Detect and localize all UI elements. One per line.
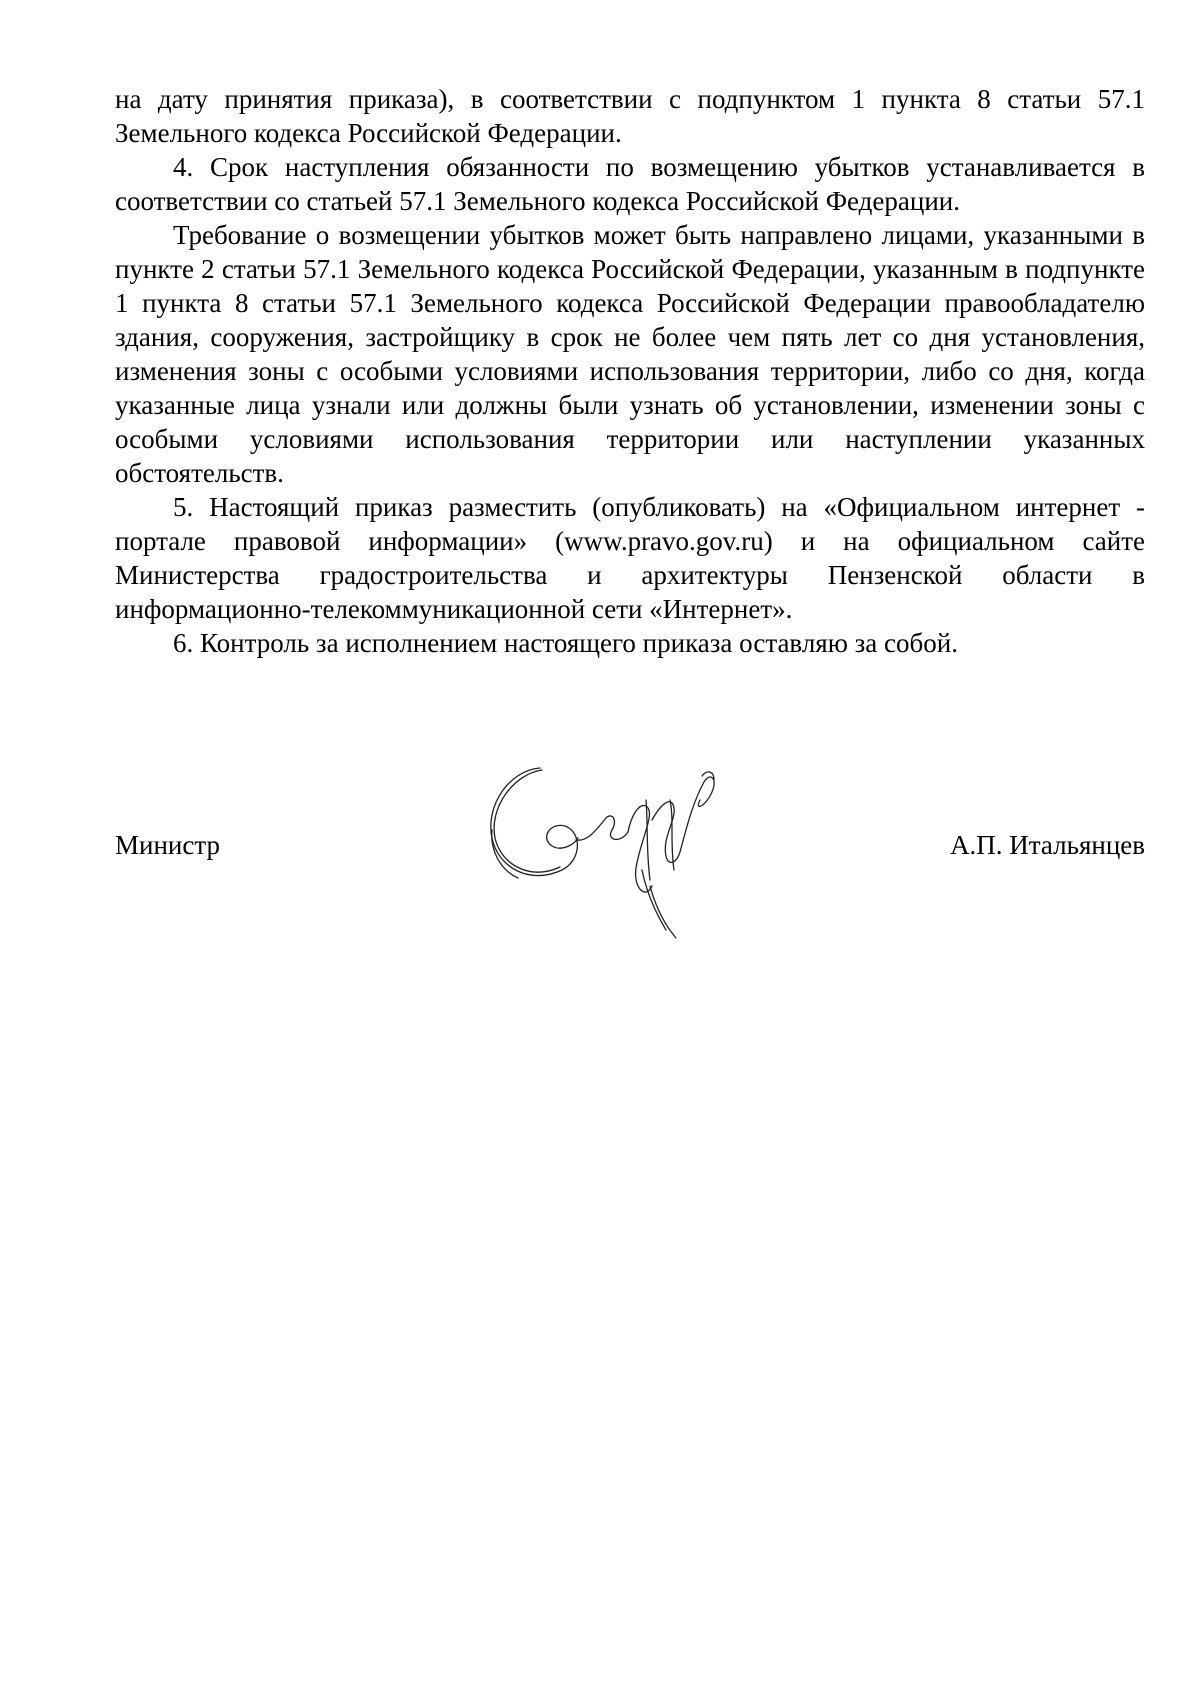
- paragraph-item-4: 4. Срок наступления обязанности по возмещению убытков устанавливается в соответствии со статьей 57.1 Земельного кодекса Российской Федерации.: [115, 152, 1145, 216]
- handwritten-signature-icon: [470, 760, 730, 945]
- document-body: [115, 82, 1145, 660]
- paragraph-item-6: 6. Контроль за исполнением настоящего приказа оставляю за собой.: [173, 628, 958, 658]
- paragraph-requirement: Требование о возмещении убытков может быть направлено лицами, указанными в пункте 2 статьи 57.1 Земельного кодекса Российской Федерации, указанным в подпункте 1 пункта 8 статьи 57.1 Земельного кодекса Российской Федерации правообладателю здания, сооружения, застройщику в срок не более чем пять лет со дня установления, изменения зоны с особыми условиями использования территории, либо со дня, когда указанные лица узнали или должны были узнать об установлении, изменении зоны с особыми условиями использования территории или наступлении указанных обстоятельств.: [115, 220, 1145, 488]
- paragraph-continuation: на дату принятия приказа), в соответствии с подпунктом 1 пункта 8 статьи 57.1 Земельного кодекса Российской Федерации.: [115, 84, 1145, 148]
- signer-name: А.П. Итальянцев: [950, 830, 1145, 860]
- position-title: Министр: [115, 830, 220, 860]
- signature-svg: [470, 760, 730, 945]
- paragraph-item-5: 5. Настоящий приказ разместить (опубликовать) на «Официальном интернет - портале правовой информации» (www.pravo.gov.ru) и на официальном сайте Министерства градостроительства и архитектуры Пензенской области в информационно-телекоммуникационной сети «Интернет».: [115, 492, 1145, 624]
- signature-block: [115, 760, 1145, 920]
